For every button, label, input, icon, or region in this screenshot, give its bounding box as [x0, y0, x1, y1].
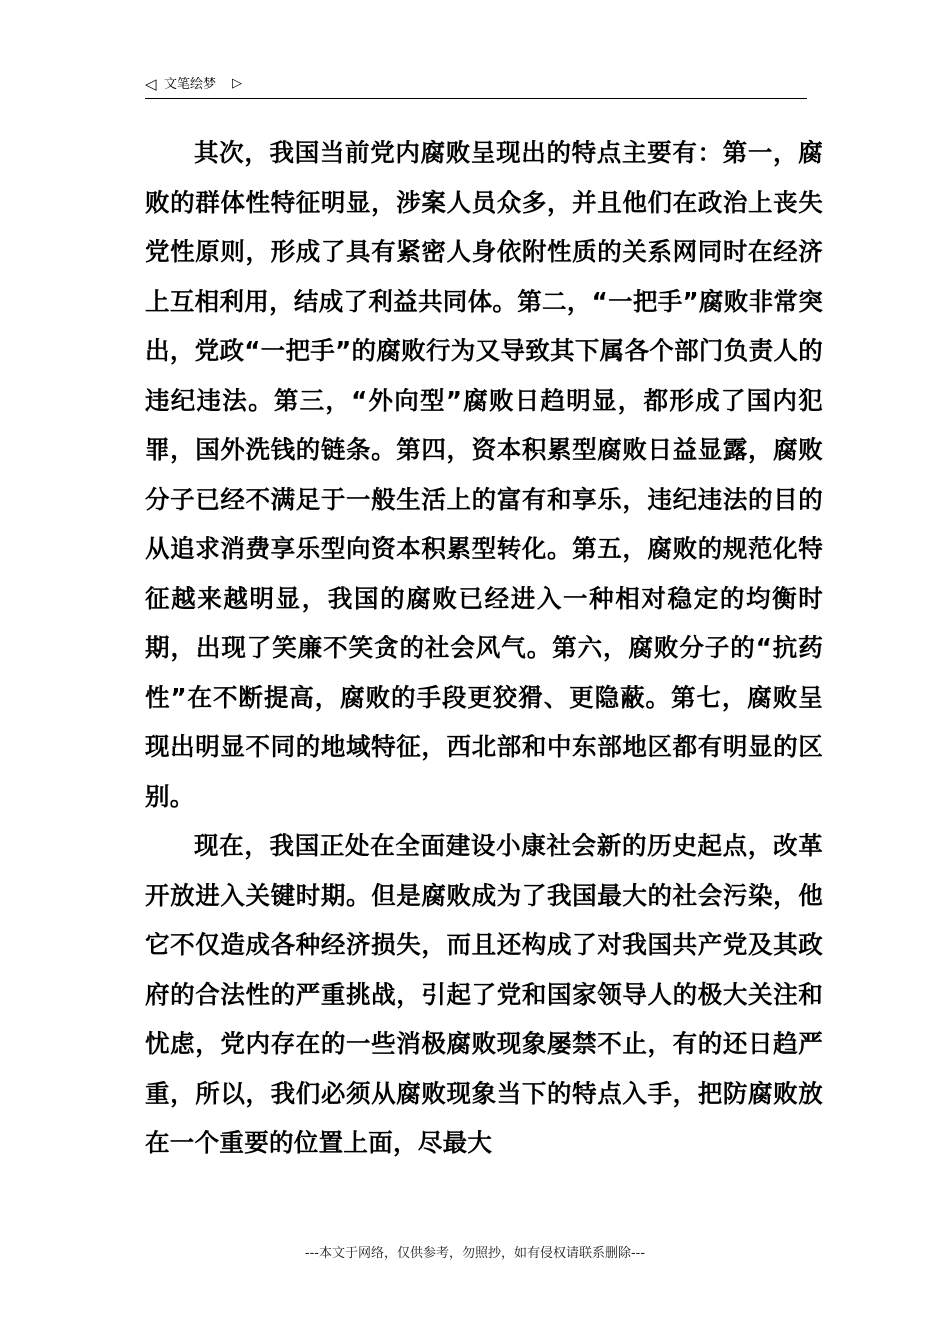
document-body	[145, 128, 823, 1168]
header-title: 文笔绘梦	[164, 77, 217, 92]
paragraph-1: 其次，我国当前党内腐败呈现出的特点主要有：第一，腐败的群体性特征明显，涉案人员众多，并且他们在政治上丧失党性原则，形成了具有紧密人身依附性质的关系网同时在经济上互相利用，结成了利益共同体。第二，“一把手”腐败非常突出，党政“一把手”的腐败行为又导致其下属各个部门负责人的违纪违法。第三，“外向型”腐败日趋明显，都形成了国内犯罪，国外洗钱的链条。第四，资本积累型腐败日益显露，腐败分子已经不满足于一般生活上的富有和享乐，违纪违法的目的从追求消费享乐型向资本积累型转化。第五，腐败的规范化特征越来越明显，我国的腐败已经进入一种相对稳定的均衡时期，出现了笑廉不笑贪的社会风气。第六，腐败分子的“抗药性”在不断提高，腐败的手段更狡猾、更隐蔽。第七，腐败呈现出明显不同的地域特征，西北部和中东部地区都有明显的区别。	[145, 138, 823, 811]
page-header	[145, 72, 807, 99]
left-triangle-icon: ◁	[145, 75, 157, 93]
right-triangle-icon: ▷	[232, 76, 242, 91]
paragraph-2: 现在，我国正处在全面建设小康社会新的历史起点，改革开放进入关键时期。但是腐败成为了我国最大的社会污染，他它不仅造成各种经济损失，而且还构成了对我国共产党及其政府的合法性的严重挑战，引起了党和国家领导人的极大关注和忧虑，党内存在的一些消极腐败现象屡禁不止，有的还日趋严重，所以，我们必须从腐败现象当下的特点入手，把防腐败放在一个重要的位置上面，尽最大	[145, 831, 823, 1157]
page-footer: ---本文于网络，仅供参考，勿照抄，如有侵权请联系删除---	[304, 1246, 646, 1261]
